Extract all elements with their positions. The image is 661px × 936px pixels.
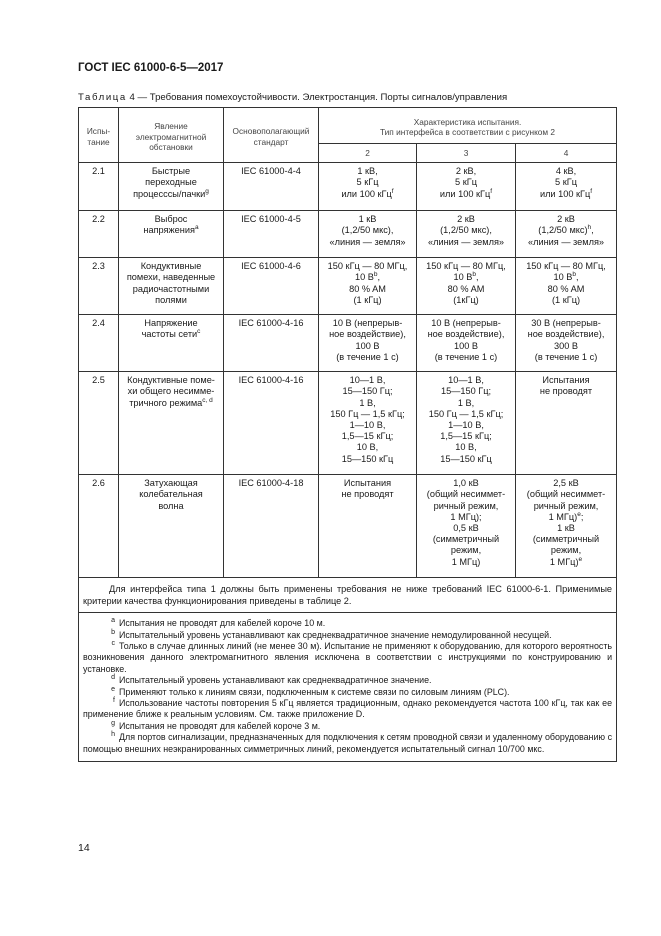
value-line: (1 кГц) [353,294,382,305]
table-row [79,163,617,211]
row-type4-value [516,163,617,211]
row-type3-value [417,163,516,211]
value-line: (в течение 1 с) [534,351,598,362]
col-header-test: Испы- тание [79,108,119,163]
row-type3-value [417,211,516,258]
phen-line [121,398,221,409]
table-row [79,211,617,258]
phen-line: переходные [145,177,197,188]
row-phenomenon [119,258,224,315]
footnote-text: Испытательный уровень устанавливают как среднеквадратичное значение немодулированной несущей. [119,629,552,640]
footnote-ref: g [205,187,209,195]
value-line: 1 кВ, [357,166,378,177]
value-text: 10 В [354,272,374,283]
value-line: 1,0 кВ [453,478,479,489]
value-text: , [475,272,479,283]
phen-line: радиочастотными [132,283,210,294]
row-phenomenon [119,211,224,258]
footnote-text: Испытания не проводят для кабелей короче 10 м. [119,618,326,629]
phen-line [121,329,221,340]
row-number: 2.5 [79,372,119,475]
footnote-text: Применяют только к линиям связи, подключенным к системе связи по силовым линиям (PLC). [119,686,510,697]
phen-text: тричного режима [129,397,203,408]
table-note [79,578,617,613]
table-note-text: Для интерфейса типа 1 должны быть применены требования не ниже требований IEC 61000-6-1. Применимые критерии качества функционирования приведены в таблице 2. [83,584,613,607]
table-header-row [79,108,617,144]
footnote-mark: d [111,674,115,682]
value-line: 1 кВ [358,214,377,225]
footnote-ref: e [578,555,583,563]
value-text: или 100 кГц [539,188,591,199]
value-line: 100 В [355,340,380,351]
value-line: (1кГц) [453,294,479,305]
footnote-ref: f [590,187,593,195]
footnote-ref: f [391,187,394,195]
value-line: 10—1 В, [349,375,386,386]
value-line: 15—150 Гц; [440,386,492,397]
value-line: (1 кГц) [551,294,581,305]
footnote-ref: b [373,271,378,279]
page-number: 14 [78,842,90,854]
value-line: 5 кГц [555,177,577,188]
value-line: «линия — земля» [329,236,406,247]
value-text: , [576,272,579,283]
phen-line: волна [158,500,184,511]
value-line: ное воздействие), [329,329,406,340]
row-type2-value [319,372,417,475]
value-line [518,225,614,236]
value-line: 1 В, [359,397,376,408]
value-line: 30 В (непрерыв- [531,318,601,329]
value-line: 2 кВ [457,214,475,225]
value-line: 15—150 Гц; [342,386,393,397]
value-line: 150 кГц — 80 МГц, [526,261,606,272]
caption-prefix: Таблица [78,92,127,103]
footnote-ref: b [572,271,576,279]
row-type2-value [319,211,417,258]
col-header-characteristic-line1: Характеристика испытания. [413,116,522,127]
phen-line: хи общего несимме- [127,386,215,397]
footnote-mark: b [111,628,115,636]
value-line: 10 В, [356,442,379,453]
phen-line: полями [155,294,187,305]
footnote-text: Испытательный уровень устанавливают как среднеквадратичное значение. [119,675,432,686]
footnote [83,618,612,629]
value-line: 0,5 кВ [453,523,479,534]
row-type3-value [417,258,516,315]
value-text: или 100 кГц [439,188,491,199]
value-line: 4 кВ, [555,166,577,177]
value-line: 150 Гц — 1,5 кГц; [428,408,504,419]
value-text: 10 В [553,272,573,283]
row-number: 2.3 [79,258,119,315]
value-line [419,272,513,283]
col-header-type2: 2 [319,144,417,163]
phen-line [121,189,221,200]
row-phenomenon [119,163,224,211]
footnote [83,641,612,675]
value-line [518,272,614,283]
value-line: Испытания [542,375,590,386]
value-line: 1,5—15 кГц; [341,431,394,442]
row-phenomenon [119,475,224,578]
value-line: (1,2/50 мкс), [341,225,394,236]
footnotes-row [79,613,617,762]
value-line [419,189,513,200]
phen-line: Выброс [154,214,188,225]
table-note-row [79,578,617,613]
value-line: 100 В [453,340,478,351]
footnote-text: Испытания не проводят для кабелей короче 3 м. [119,720,321,731]
footnote [83,698,612,721]
row-phenomenon [119,372,224,475]
table-row [79,258,617,315]
value-line: (общий несиммет- [426,489,506,500]
value-text: (1,2/50 мкс) [538,225,588,236]
row-type4-value [516,258,617,315]
footnote-mark: h [111,731,115,739]
value-text: , [377,272,381,283]
phen-line: Затухающая [144,478,198,489]
col-header-standard: Основополагающий стандарт [224,108,319,163]
value-line: 15—150 кГц [341,453,394,464]
col-header-characteristic [319,108,617,144]
value-line: 10 В (непрерыв- [332,318,403,329]
footnote-text: Для портов сигнализации, предназначенных для подключения к сетям проводной связи и удаленному оборудованию с помощью внешних неэкранированных симметричных линий, рекомендуется испытательный сигнал 10/700 мкс. [83,732,613,754]
value-line: 1 кВ [557,523,575,534]
value-line: режим, [550,545,582,556]
value-line [321,272,414,283]
footnote [83,732,612,755]
footnote-ref: c [197,328,201,336]
value-line: (1,2/50 мкс), [440,225,492,236]
value-line: 150 кГц — 80 МГц, [426,261,506,272]
value-line: 1,5—15 кГц; [440,431,492,442]
value-line: 2 кВ [557,214,575,225]
value-text: 1 МГц) [549,556,579,567]
row-standard: IEC 61000-4-5 [224,211,319,258]
value-line: (в течение 1 с) [336,351,399,362]
row-standard: IEC 61000-4-18 [224,475,319,578]
value-line [321,189,414,200]
footnote-ref: e [577,510,581,518]
value-line: «линия — земля» [427,236,505,247]
document-header: ГОСТ IEC 61000-6-5—2017 [78,62,224,74]
phen-line: Кондуктивные [140,261,202,272]
col-header-characteristic-line2: Тип интерфейса в соответствии с рисунком 2 [379,127,556,137]
value-line: «линия — земля» [527,236,605,247]
caption-text: 4 — Требования помехоустойчивости. Электростанция. Порты сигналов/управления [126,92,508,103]
value-text: 10 В [453,272,473,283]
phen-line: Кондуктивные поме- [127,375,215,386]
value-line: 80 % AM [547,283,585,294]
value-line: 150 Гц — 1,5 кГц; [330,408,405,419]
table-row [79,475,617,578]
requirements-table [78,107,617,762]
value-line: (в течение 1 с) [434,351,498,362]
value-text: 1 МГц) [548,511,578,522]
row-number: 2.4 [79,315,119,372]
table-caption [78,92,507,103]
value-text: ; [580,511,584,522]
footnote-ref: a [194,224,199,232]
value-line: 1—10 В, [448,420,484,431]
value-line: 80 % AM [447,283,485,294]
footnote-ref: b [472,271,476,279]
value-line: ричный режим, [533,500,599,511]
value-line: не проводят [539,386,593,397]
value-line: 10 В (непрерыв- [431,318,501,329]
value-line [518,189,614,200]
row-type4-value [516,315,617,372]
footnote-text: Использование частоты повторения 5 кГц является традиционным, однако рекомендуется частота 100 кГц, так как ее применение ближе к реальным условиям. См. также приложение D. [83,698,613,720]
footnote [83,687,612,698]
row-type2-value [319,475,417,578]
value-line: 150 кГц — 80 МГц, [327,261,408,272]
phen-text: процесссы/пачки [133,188,206,199]
row-standard: IEC 61000-4-6 [224,258,319,315]
value-text: или 100 кГц [341,188,392,199]
footnote-mark: g [111,719,115,727]
footnote-mark: e [111,685,115,693]
phen-line: помехи, наведенные [126,272,216,283]
value-line: 10 В, [455,442,477,453]
row-type2-value [319,163,417,211]
row-type4-value [516,475,617,578]
footnote [83,721,612,732]
value-line: 1 МГц) [451,556,481,567]
value-line: 1 В, [457,397,475,408]
row-type2-value [319,315,417,372]
value-line: 300 В [554,340,579,351]
value-text: , [591,225,594,236]
table-row [79,372,617,475]
phen-line: колебательная [139,489,203,500]
row-phenomenon [119,315,224,372]
value-line [518,557,614,568]
row-standard: IEC 61000-4-4 [224,163,319,211]
value-line: 2,5 кВ [553,478,579,489]
value-line: (симметричный [432,534,500,545]
value-line: 80 % AM [349,283,386,294]
row-type3-value [417,475,516,578]
row-standard: IEC 61000-4-16 [224,315,319,372]
phen-text: напряжения [143,225,195,236]
row-standard: IEC 61000-4-16 [224,372,319,475]
footnote-mark: f [113,697,115,705]
row-type3-value [417,315,516,372]
row-number: 2.6 [79,475,119,578]
footnote-ref: f [490,187,493,195]
footnote-ref: c, d [202,396,213,404]
value-line: 2 кВ, [455,166,477,177]
footnote [83,630,612,641]
footnote [83,675,612,686]
col-header-type3: 3 [417,144,516,163]
phen-line: Быстрые [151,166,191,177]
phen-line: Напряжение [144,318,198,329]
value-line: 15—150 кГц [440,453,492,464]
value-line: 5 кГц [455,177,477,188]
value-line [518,512,614,523]
row-type2-value [319,258,417,315]
value-line: 1—10 В, [349,420,386,431]
footnote-text: Только в случае длинных линий (не менее 30 м). Испытание не применяют к оборудованию, для которого вероятность возникновения данного электромагнитного явления исключена в соответствии с инструкциями по конструированию и установке. [83,641,613,674]
row-number: 2.1 [79,163,119,211]
col-header-type4: 4 [516,144,617,163]
value-line: ричный режим, [433,500,499,511]
phen-text: частоты сети [141,329,198,340]
table-row [79,315,617,372]
footnote-mark: a [111,617,115,625]
value-line: Испытания [343,478,392,489]
row-type3-value [417,372,516,475]
value-line: ное воздействие), [527,329,605,340]
footnotes [79,613,617,762]
footnote-ref: h [587,224,592,232]
col-header-phenomenon: Явление электромагнитной обстановки [119,108,224,163]
value-line: (общий несиммет- [526,489,606,500]
value-line: режим, [450,545,482,556]
phen-line [121,225,221,236]
value-line: 1 МГц); [450,511,482,522]
row-type4-value [516,372,617,475]
value-line: ное воздействие), [427,329,505,340]
footnote-mark: c [111,640,115,648]
value-line: 10—1 В, [448,375,484,386]
row-number: 2.2 [79,211,119,258]
value-line: (симметричный [532,534,600,545]
value-line: 5 кГц [356,177,379,188]
value-line: не проводят [341,489,394,500]
row-type4-value [516,211,617,258]
